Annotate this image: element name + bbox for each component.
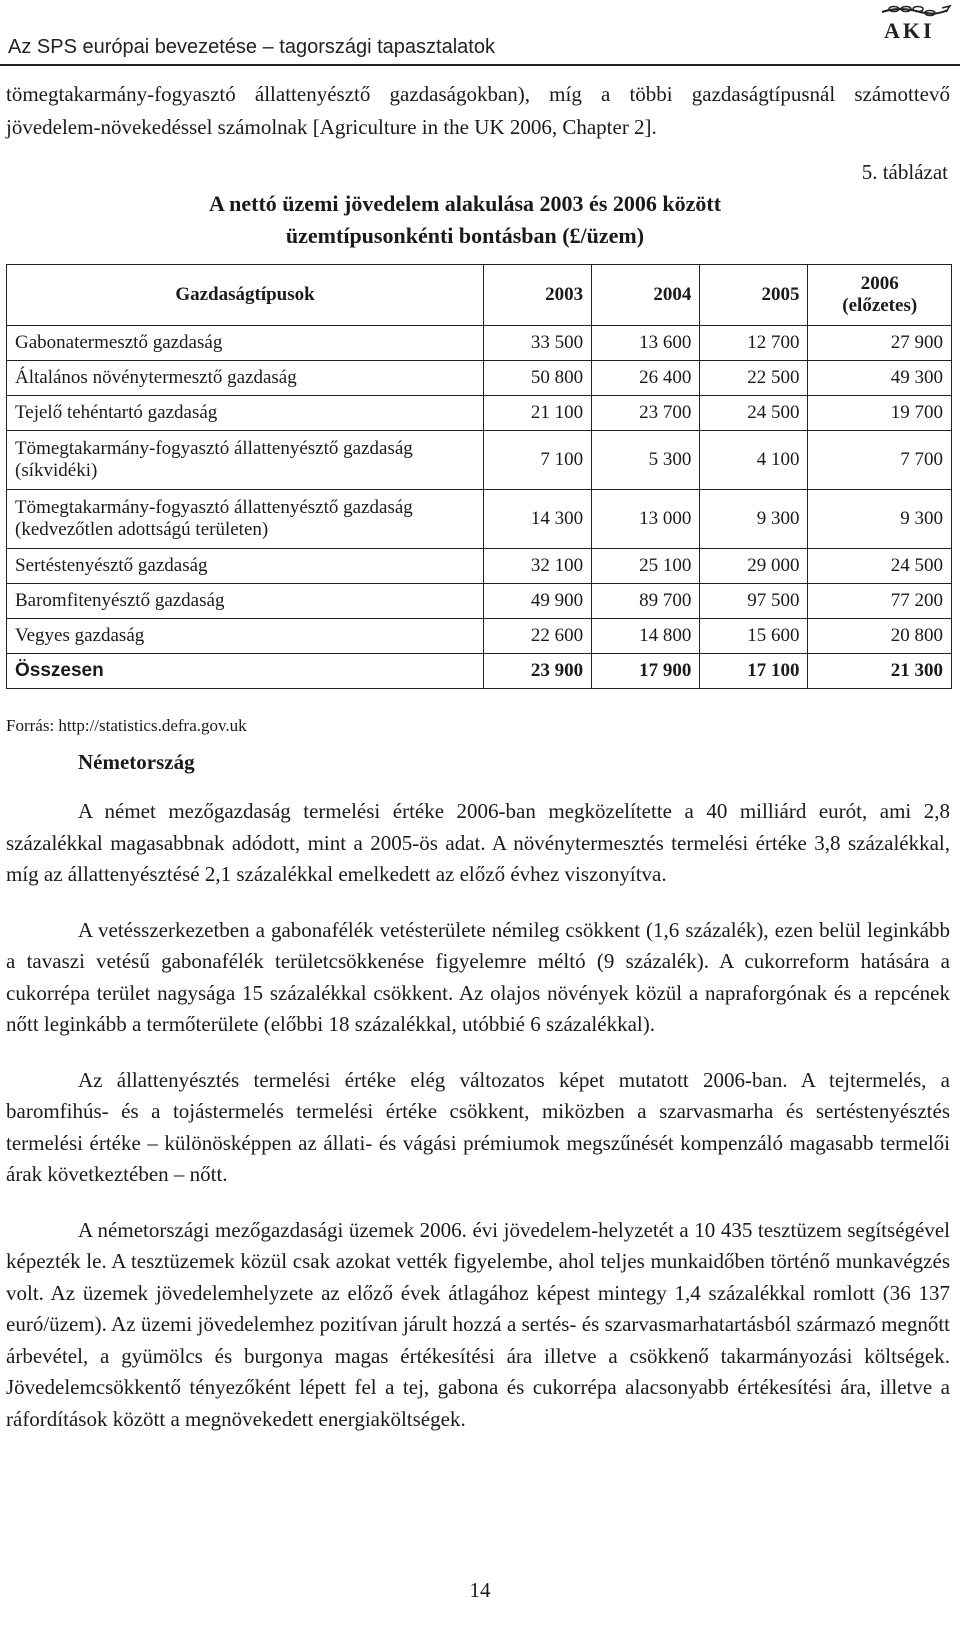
row-label: Baromfitenyésztő gazdaság [7,584,484,619]
cell-2006: 7 700 [808,431,952,490]
header-2005: 2005 [700,265,808,326]
row-label-line-2: (síkvidéki) [15,460,98,481]
cell-2005: 97 500 [700,584,808,619]
cell-2003: 7 100 [484,431,592,490]
table-number: 5. táblázat [861,160,948,184]
cell-2004: 25 100 [592,549,700,584]
total-2006: 21 300 [808,654,952,689]
cell-2003: 33 500 [484,326,592,361]
body-paragraph: A német mezőgazdaság termelési értéke 2006-ban megközelítette a 40 milliárd eurót, ami 2,8 százalékkal magasabbnak adódott, mint a 2005-ös adat. A növénytermesztés termelési értéke 3,8 százalékkal, míg az állattenyésztésé 2,1 százalékkal emelkedett az előző évhez viszonyítva. [6,799,950,886]
intro-paragraph: tömegtakarmány-fogyasztó állattenyésztő gazdaságokban), míg a többi gazdaságtípusnál számottevő jövedelem-növekedéssel számolnak [Agriculture in the UK 2006, Chapter 2]. [6,82,950,139]
cell-2005: 24 500 [700,396,808,431]
body-paragraph: Az állattenyésztés termelési értéke elég változatos képet mutatott 2006-ban. A tejtermelés, a baromfihús- és a tojástermelés termelési értéke csökkent, miközben a szarvasmarha és sertéstenyésztés termelési értéke – különösképpen az állati- és vágási prémiumok megszűnését kompenzáló magasabb termelői árak következtében – nőtt. [6,1067,950,1186]
table-row [7,549,952,584]
table-title-line-2: üzemtípusonkénti bontásban (£/üzem) [285,223,645,248]
cell-2003: 21 100 [484,396,592,431]
cell-2006: 20 800 [808,619,952,654]
body-paragraph: A vetésszerkezetben a gabonafélék vetésterülete némileg csökkent (1,6 százalék), ezen belül leginkább a tavaszi vetésű gabonafélék területcsökkenése figyelemre méltó (9 százalék). A cukorreform hatására a cukorrépa terület nagysága 15 százalékkal csökkent. Az olajos növények közül a napraforgónak és a repcének nőtt leginkább a termőterülete (előbbi 18 százalékkal, utóbbié 6 százalékkal). [6,917,950,1036]
table-row [7,361,952,396]
table-row [7,326,952,361]
table-header-row [7,265,952,326]
total-label: Összesen [7,654,484,689]
cell-2006: 9 300 [808,490,952,549]
table-title [0,188,960,252]
cell-2006: 27 900 [808,326,952,361]
table-row [7,396,952,431]
header-2004: 2004 [592,265,700,326]
page-header [0,0,960,64]
cell-2005: 12 700 [700,326,808,361]
row-label: Gabonatermesztő gazdaság [7,326,484,361]
cell-2006: 19 700 [808,396,952,431]
cell-2003: 14 300 [484,490,592,549]
cell-2004: 26 400 [592,361,700,396]
cell-2004: 13 600 [592,326,700,361]
cell-2005: 4 100 [700,431,808,490]
total-2005: 17 100 [700,654,808,689]
cell-2003: 50 800 [484,361,592,396]
header-2006 [808,265,952,326]
row-label: Általános növénytermesztő gazdaság [7,361,484,396]
cell-2003: 49 900 [484,584,592,619]
cell-2006: 49 300 [808,361,952,396]
table-title-line-1: A nettó üzemi jövedelem alakulása 2003 és 2006 között [208,191,722,216]
header-category: Gazdaságtípusok [7,265,484,326]
intro-text [6,78,950,144]
table-row [7,490,952,549]
cell-2005: 15 600 [700,619,808,654]
running-title: Az SPS európai bevezetése – tagországi tapasztalatok [8,36,495,58]
cell-2003: 22 600 [484,619,592,654]
cell-2006: 77 200 [808,584,952,619]
table-total-row [7,654,952,689]
row-label: Sertéstenyésztő gazdaság [7,549,484,584]
row-label [7,490,484,549]
table-row [7,584,952,619]
cell-2004: 89 700 [592,584,700,619]
section-heading: Németország [78,750,195,774]
aki-logo [880,4,952,44]
header-2006-note: (előzetes) [842,295,918,316]
row-label-line-2: (kedvezőtlen adottságú területen) [15,519,269,540]
income-table [6,264,952,689]
row-label [7,431,484,490]
logo-text: AKI [884,18,935,43]
cell-2004: 14 800 [592,619,700,654]
table-row [7,431,952,490]
section-body [6,796,950,1459]
cell-2005: 29 000 [700,549,808,584]
cell-2006: 24 500 [808,549,952,584]
cell-2003: 32 100 [484,549,592,584]
row-label-line-1: Tömegtakarmány-fogyasztó állattenyésztő gazdaság [15,438,413,459]
total-2003: 23 900 [484,654,592,689]
cell-2004: 23 700 [592,396,700,431]
header-2003: 2003 [484,265,592,326]
total-2004: 17 900 [592,654,700,689]
page-number: 14 [469,1578,491,1602]
table-row [7,619,952,654]
row-label: Tejelő tehéntartó gazdaság [7,396,484,431]
header-2006-year: 2006 [860,273,899,294]
cell-2005: 22 500 [700,361,808,396]
body-paragraph: A németországi mezőgazdasági üzemek 2006. évi jövedelem-helyzetét a 10 435 tesztüzem segítségével képezték le. A tesztüzemek közül csak azokat vették figyelembe, ahol teljes munkaidőben történő munkavégzés volt. Az üzemek jövedelemhelyzete az előző évek átlagához képest mintegy 1,4 százalékkal romlott (36 137 euró/üzem). Az üzemi jövedelemhez pozitívan járult hozzá a sertés- és szarvasmarhatartásból származó megnőtt árbevétel, a gyümölcs és burgonya magas értékesítési ára illetve a csökkenő takarmányozási költségek. Jövedelemcsökkentő tényezőként lépett fel a tej, gabona és cukorrépa alacsonyabb értékesítési ára, illetve a ráfordítások között a megnövekedett energiaköltségek. [6,1217,950,1431]
row-label-line-1: Tömegtakarmány-fogyasztó állattenyésztő gazdaság [15,497,413,518]
cell-2004: 5 300 [592,431,700,490]
row-label: Vegyes gazdaság [7,619,484,654]
cell-2004: 13 000 [592,490,700,549]
table-source: Forrás: http://statistics.defra.gov.uk [6,716,247,735]
header-divider [0,64,960,66]
cell-2005: 9 300 [700,490,808,549]
